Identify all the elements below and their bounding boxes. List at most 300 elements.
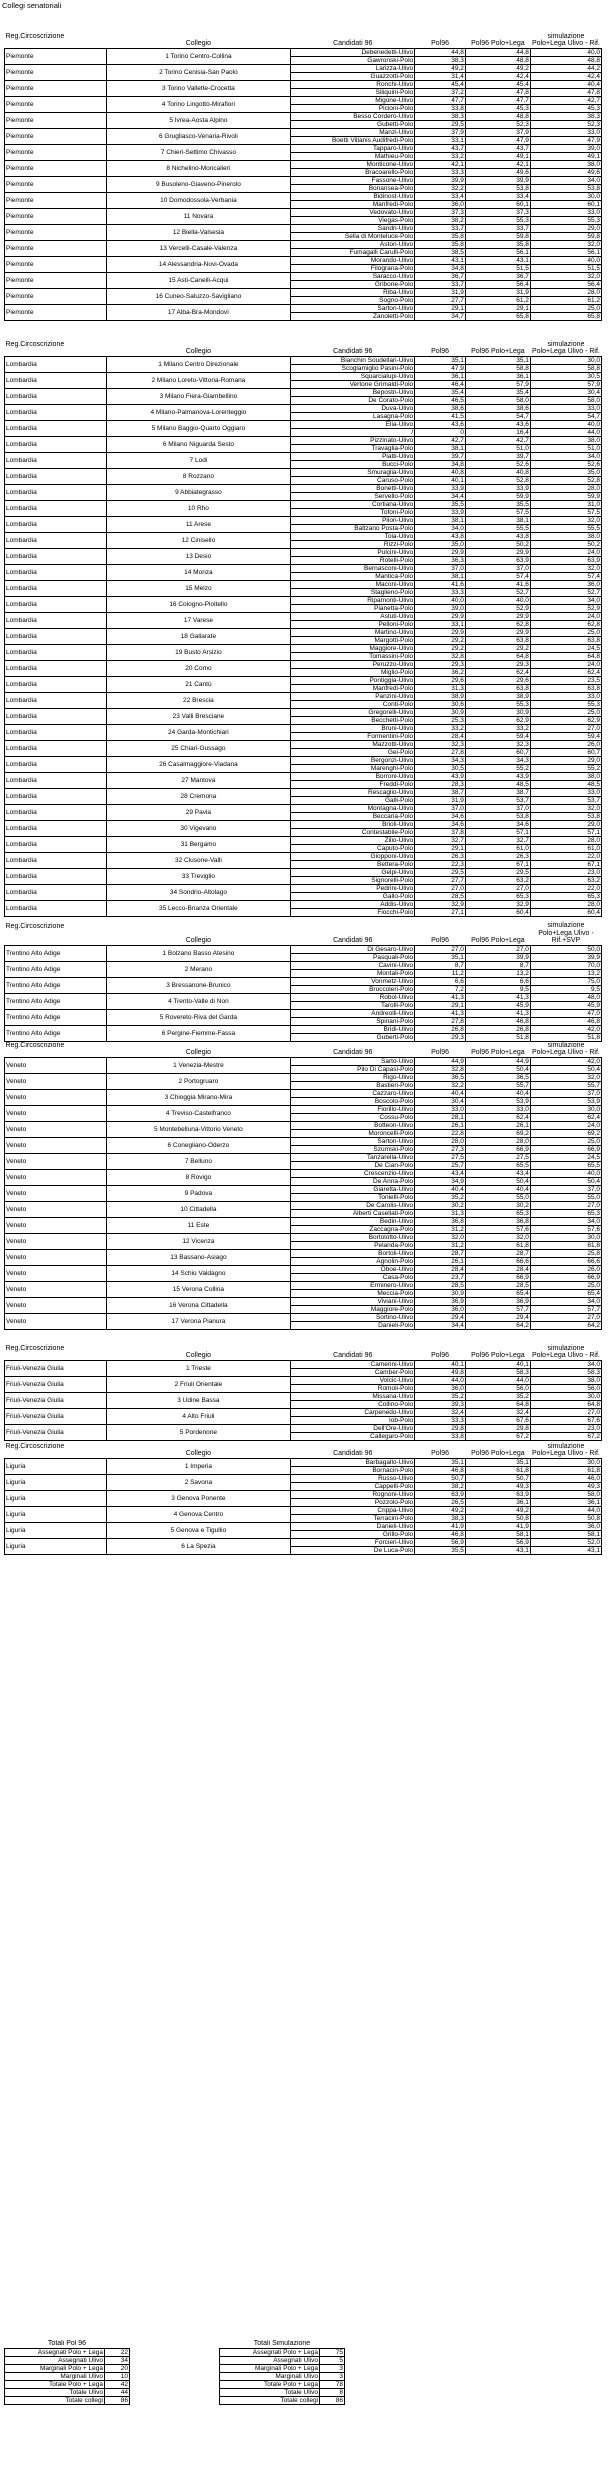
region-section-friuli: [4, 1338, 602, 1441]
value-cell: 24,5: [530, 644, 601, 652]
collegio-cell: 15 Melzo: [106, 580, 291, 596]
value-cell: 31,9: [415, 796, 466, 804]
value-cell: 66,9: [465, 1145, 530, 1153]
candidate-cell: Mathieu-Polo: [291, 152, 415, 160]
table-row: [5, 977, 602, 985]
region-cell: Trentino Alto Adige: [5, 1025, 107, 1041]
candidate-cell: Cortiana-Ulivo: [291, 500, 415, 508]
value-cell: 33,9: [415, 484, 466, 492]
candidate-cell: Filograna-Polo: [291, 264, 415, 272]
region-cell: Piemonte: [5, 48, 107, 64]
value-cell: 0: [415, 428, 466, 436]
value-cell: 50,7: [465, 1474, 530, 1482]
column-header: Candidati 96: [333, 40, 373, 47]
region-cell: Veneto: [5, 1313, 107, 1329]
value-cell: 28,0: [465, 1137, 530, 1145]
collegio-cell: 3 Udine Bassa: [106, 1392, 291, 1408]
value-cell: 50,4: [530, 1065, 601, 1073]
region-cell: Lombardia: [5, 500, 107, 516]
candidate-cell: Pontiggia-Ulivo: [291, 676, 415, 684]
value-cell: 56,4: [530, 280, 601, 288]
value-cell: 53,8: [530, 184, 601, 192]
candidate-cell: Szumski-Polo: [291, 1145, 415, 1153]
candidate-cell: Pizzinato-Ulivo: [291, 436, 415, 444]
value-cell: 65,4: [465, 1289, 530, 1297]
value-cell: 38,3: [530, 112, 601, 120]
collegio-cell: 14 Alessandria-Novi-Ovada: [106, 256, 291, 272]
collegio-cell: 11 Novara: [106, 208, 291, 224]
totals-row: [5, 2364, 345, 2372]
candidate-cell: Camerini-Ulivo: [291, 1360, 415, 1368]
collegio-cell: 23 Valli Bresciane: [106, 708, 291, 724]
column-header: Reg.Circoscrizione: [5, 1042, 65, 1049]
collegio-cell: 26 Casalmaggiore-Viadana: [106, 756, 291, 772]
value-cell: 33,7: [415, 224, 466, 232]
candidate-cell: Elia-Ulivo: [291, 420, 415, 428]
table-row: [5, 724, 602, 732]
value-cell: 34,0: [415, 524, 466, 532]
totals-value: 20: [105, 2364, 130, 2372]
value-cell: 33,1: [415, 136, 466, 144]
value-cell: 44,0: [530, 428, 601, 436]
value-cell: 45,4: [415, 80, 466, 88]
spacer: [130, 2388, 220, 2396]
value-cell: 49,2: [415, 64, 466, 72]
table-row: [5, 1249, 602, 1257]
column-header: simulazione Polo+Lega Ulivo - Rif.: [531, 1442, 600, 1457]
region-cell: Veneto: [5, 1297, 107, 1313]
table-row: [5, 961, 602, 969]
candidate-cell: Lasagna-Polo: [291, 412, 415, 420]
value-cell: 40,1: [415, 476, 466, 484]
value-cell: 66,6: [465, 1257, 530, 1265]
region-cell: Veneto: [5, 1217, 107, 1233]
value-cell: 8,7: [415, 961, 466, 969]
value-cell: 52,7: [530, 588, 601, 596]
value-cell: 42,0: [530, 1025, 601, 1033]
collegio-cell: 6 Pergine-Fiemme-Fassa: [106, 1025, 291, 1041]
collegio-cell: 15 Asti-Canelli-Acqui: [106, 272, 291, 288]
table-row: [5, 788, 602, 796]
candidate-cell: Rotelli-Polo: [291, 556, 415, 564]
totals-label: Marginali Ulivo: [5, 2372, 105, 2380]
candidate-cell: Bonansea-Polo: [291, 184, 415, 192]
candidate-cell: Romoli-Polo: [291, 1384, 415, 1392]
value-cell: 16,4: [465, 428, 530, 436]
candidate-cell: Giaretta-Ulivo: [291, 1185, 415, 1193]
collegio-cell: 1 Trieste: [106, 1360, 291, 1376]
value-cell: 44,9: [465, 1057, 530, 1065]
totals-right-header: Totali Simulazione: [253, 2340, 311, 2347]
value-cell: 67,1: [465, 860, 530, 868]
collegio-cell: 2 Portogruaro: [106, 1073, 291, 1089]
candidate-cell: Mazzotti-Ulivo: [291, 740, 415, 748]
candidate-cell: Spinani-Polo: [291, 1017, 415, 1025]
column-header: Collegio: [185, 40, 212, 47]
value-cell: 48,5: [530, 780, 601, 788]
value-cell: 33,3: [415, 168, 466, 176]
value-cell: 43,1: [465, 1546, 530, 1554]
region-cell: Piemonte: [5, 80, 107, 96]
value-cell: 30,0: [530, 356, 601, 364]
value-cell: 25,0: [530, 1281, 601, 1289]
column-header: Candidati 96: [333, 1450, 373, 1457]
value-cell: 37,0: [530, 1185, 601, 1193]
value-cell: 62,9: [530, 716, 601, 724]
value-cell: 28,4: [415, 1265, 466, 1273]
value-cell: 42,4: [465, 72, 530, 80]
value-cell: 23,0: [530, 1424, 601, 1432]
collegio-cell: 15 Verona Collina: [106, 1281, 291, 1297]
value-cell: 60,1: [530, 200, 601, 208]
value-cell: 49,2: [415, 1506, 466, 1514]
value-cell: 65,3: [530, 892, 601, 900]
value-cell: 52,3: [530, 120, 601, 128]
candidate-cell: Dell'Ore-Ulivo: [291, 1424, 415, 1432]
collegi-table: [4, 909, 602, 1042]
collegio-cell: 5 Genova e Tigullio: [106, 1522, 291, 1538]
collegio-cell: 17 Varese: [106, 612, 291, 628]
value-cell: 23,7: [415, 1273, 466, 1281]
region-cell: Trentino Alto Adige: [5, 977, 107, 993]
candidate-cell: Viegas-Polo: [291, 216, 415, 224]
table-row: [5, 240, 602, 248]
candidate-cell: Sella di Monteluce-Polo: [291, 232, 415, 240]
candidate-cell: Moroncelli-Polo: [291, 1129, 415, 1137]
value-cell: 40,8: [415, 468, 466, 476]
value-cell: 42,1: [465, 160, 530, 168]
value-cell: 39,9: [530, 953, 601, 961]
region-cell: Lombardia: [5, 532, 107, 548]
region-cell: Friuli-Venezia Giulia: [5, 1424, 107, 1440]
value-cell: 30,5: [415, 764, 466, 772]
value-cell: 29,9: [465, 548, 530, 556]
value-cell: 62,4: [465, 1113, 530, 1121]
value-cell: 55,7: [530, 1081, 601, 1089]
candidate-cell: Rigo-Ulivo: [291, 1073, 415, 1081]
region-cell: Piemonte: [5, 144, 107, 160]
value-cell: 31,3: [415, 684, 466, 692]
value-cell: 38,0: [530, 772, 601, 780]
value-cell: 48,0: [530, 993, 601, 1001]
table-row: [5, 404, 602, 412]
value-cell: 33,2: [465, 724, 530, 732]
candidate-cell: Callegaro-Polo: [291, 1432, 415, 1440]
value-cell: 29,8: [465, 1424, 530, 1432]
value-cell: 41,9: [465, 1522, 530, 1530]
value-cell: 52,8: [530, 476, 601, 484]
collegio-cell: 32 Clusone-Valli: [106, 852, 291, 868]
value-cell: 36,0: [415, 200, 466, 208]
region-cell: Lombardia: [5, 372, 107, 388]
candidate-cell: Fiorillo-Ulivo: [291, 1105, 415, 1113]
value-cell: 36,7: [465, 272, 530, 280]
candidate-cell: Larizza-Ulivo: [291, 64, 415, 72]
value-cell: 29,1: [415, 1001, 466, 1009]
candidate-cell: Montali-Polo: [291, 969, 415, 977]
collegio-cell: 10 Cittadella: [106, 1201, 291, 1217]
value-cell: 47,9: [415, 364, 466, 372]
value-cell: 30,0: [530, 1233, 601, 1241]
value-cell: 32,0: [530, 804, 601, 812]
value-cell: 53,8: [465, 812, 530, 820]
value-cell: 9,5: [465, 985, 530, 993]
spacer: [130, 2372, 220, 2380]
value-cell: 51,0: [530, 444, 601, 452]
collegio-cell: 12 Cinisello: [106, 532, 291, 548]
candidate-cell: Beccaria-Polo: [291, 812, 415, 820]
region-cell: Piemonte: [5, 192, 107, 208]
value-cell: 61,8: [465, 1241, 530, 1249]
value-cell: 36,9: [415, 1297, 466, 1305]
value-cell: 22,8: [415, 1129, 466, 1137]
table-row: [5, 740, 602, 748]
collegio-cell: 12 Biella-Valsesia: [106, 224, 291, 240]
value-cell: 33,0: [530, 404, 601, 412]
candidate-cell: Zaccagna-Polo: [291, 1225, 415, 1233]
candidate-cell: Maconi-Ulivo: [291, 580, 415, 588]
collegio-cell: 7 Lodi: [106, 452, 291, 468]
region-section-veneto: [4, 1035, 602, 1330]
value-cell: 40,4: [465, 1089, 530, 1097]
value-cell: 43,7: [465, 144, 530, 152]
region-cell: Piemonte: [5, 64, 107, 80]
table-row: [5, 1360, 602, 1368]
value-cell: 54,7: [530, 412, 601, 420]
candidate-cell: Cazzaro-Ulivo: [291, 1089, 415, 1097]
value-cell: 65,8: [530, 312, 601, 320]
region-cell: Piemonte: [5, 272, 107, 288]
candidate-cell: Montagna-Ulivo: [291, 804, 415, 812]
region-cell: Lombardia: [5, 596, 107, 612]
value-cell: 46,8: [530, 1017, 601, 1025]
collegio-cell: 29 Pavia: [106, 804, 291, 820]
table-row: [5, 500, 602, 508]
value-cell: 30,4: [530, 388, 601, 396]
table-row: [5, 596, 602, 604]
value-cell: 64,8: [465, 652, 530, 660]
value-cell: 33,0: [530, 692, 601, 700]
value-cell: 32,0: [530, 564, 601, 572]
candidate-cell: Bergonzi-Ulivo: [291, 756, 415, 764]
candidate-cell: Ronchi-Ulivo: [291, 80, 415, 88]
value-cell: 63,9: [465, 1490, 530, 1498]
value-cell: 34,0: [530, 1360, 601, 1368]
region-cell: Piemonte: [5, 112, 107, 128]
value-cell: 42,7: [415, 436, 466, 444]
collegio-cell: 8 Rovigo: [106, 1169, 291, 1185]
value-cell: 56,0: [530, 1384, 601, 1392]
value-cell: 55,5: [530, 524, 601, 532]
value-cell: 13,2: [530, 969, 601, 977]
value-cell: 29,5: [465, 868, 530, 876]
value-cell: 52,0: [530, 1538, 601, 1546]
candidate-cell: Guazzotti-Polo: [291, 72, 415, 80]
table-row: [5, 1522, 602, 1530]
value-cell: 36,2: [415, 668, 466, 676]
value-cell: 39,9: [415, 176, 466, 184]
value-cell: 43,7: [415, 144, 466, 152]
value-cell: 29,1: [415, 304, 466, 312]
value-cell: 11,2: [415, 969, 466, 977]
value-cell: 38,0: [530, 532, 601, 540]
value-cell: 65,3: [465, 1209, 530, 1217]
value-cell: 27,0: [465, 884, 530, 892]
value-cell: 38,1: [415, 572, 466, 580]
table-row: [5, 224, 602, 232]
region-cell: Liguria: [5, 1474, 107, 1490]
table-row: [5, 1376, 602, 1384]
candidate-cell: Gawronski-Polo: [291, 56, 415, 64]
table-row: [5, 1265, 602, 1273]
value-cell: 27,8: [415, 1017, 466, 1025]
value-cell: 65,5: [465, 1161, 530, 1169]
value-cell: 28,0: [530, 484, 601, 492]
candidate-cell: Baltzano Posta-Polo: [291, 524, 415, 532]
value-cell: 45,9: [530, 1001, 601, 1009]
value-cell: 43,1: [465, 256, 530, 264]
table-row: [5, 532, 602, 540]
candidate-cell: De Carolis-Ulivo: [291, 1201, 415, 1209]
totals-value: 78: [320, 2380, 345, 2388]
value-cell: 27,7: [415, 876, 466, 884]
candidate-cell: Astori-Ulivo: [291, 240, 415, 248]
candidate-cell: Gregorelli-Ulivo: [291, 708, 415, 716]
collegio-cell: 16 Cuneo-Saluzzo-Savigliano: [106, 288, 291, 304]
candidate-cell: Alberti Casellati-Polo: [291, 1209, 415, 1217]
value-cell: 66,6: [530, 1257, 601, 1265]
column-header: Pol96: [431, 1352, 449, 1359]
value-cell: 37,2: [415, 88, 466, 96]
collegio-cell: 9 Abbiategrasso: [106, 484, 291, 500]
spacer: [130, 2356, 220, 2364]
value-cell: 35,2: [415, 1193, 466, 1201]
value-cell: 38,1: [415, 516, 466, 524]
collegio-cell: 2 Merano: [106, 961, 291, 977]
region-cell: Lombardia: [5, 740, 107, 756]
value-cell: 38,1: [415, 444, 466, 452]
value-cell: 39,7: [415, 452, 466, 460]
candidate-cell: Barbagallo-Ulivo: [291, 1458, 415, 1466]
value-cell: 32,0: [530, 240, 601, 248]
table-row: [5, 304, 602, 312]
value-cell: 25,7: [415, 1161, 466, 1169]
value-cell: 33,2: [415, 152, 466, 160]
candidate-cell: Guberti-Polo: [291, 1033, 415, 1041]
value-cell: 58,0: [530, 1490, 601, 1498]
collegio-cell: 13 Desio: [106, 548, 291, 564]
candidate-cell: De Corato-Polo: [291, 396, 415, 404]
value-cell: 58,1: [530, 1530, 601, 1538]
region-cell: Friuli-Venezia Giulia: [5, 1360, 107, 1376]
candidate-cell: Pilori-Ulivo: [291, 516, 415, 524]
value-cell: 31,3: [415, 1209, 466, 1217]
collegio-cell: 3 Torino Vallette-Crocetta: [106, 80, 291, 96]
candidate-cell: Martino-Ulivo: [291, 628, 415, 636]
value-cell: 67,1: [530, 860, 601, 868]
candidate-cell: Di Gesaro-Ulivo: [291, 945, 415, 953]
value-cell: 55,7: [465, 1081, 530, 1089]
value-cell: 29,5: [415, 120, 466, 128]
value-cell: 39,0: [415, 604, 466, 612]
value-cell: 50,2: [465, 540, 530, 548]
value-cell: 40,4: [530, 80, 601, 88]
totals-label: Totale Polo + Lega: [220, 2380, 320, 2388]
value-cell: 59,4: [465, 732, 530, 740]
collegio-cell: 34 Sondrio-Altolago: [106, 884, 291, 900]
region-cell: Lombardia: [5, 692, 107, 708]
value-cell: 35,5: [415, 500, 466, 508]
table-row: [5, 208, 602, 216]
totals-value: 42: [105, 2380, 130, 2388]
totals-label: Totale Ulivo: [220, 2388, 320, 2396]
value-cell: 53,9: [465, 1097, 530, 1105]
value-cell: 57,6: [530, 1225, 601, 1233]
value-cell: 41,6: [415, 580, 466, 588]
value-cell: 45,3: [530, 104, 601, 112]
candidate-cell: Pelanda-Polo: [291, 1241, 415, 1249]
value-cell: 33,4: [465, 192, 530, 200]
value-cell: 34,6: [415, 820, 466, 828]
candidate-cell: Iob-Polo: [291, 1416, 415, 1424]
region-cell: Piemonte: [5, 224, 107, 240]
value-cell: 27,0: [530, 1201, 601, 1209]
column-header: Pol96 Polo+Lega: [471, 1352, 525, 1359]
value-cell: 29,2: [465, 644, 530, 652]
table-row: [5, 1297, 602, 1305]
totals-label: Marginali Ulivo: [220, 2372, 320, 2380]
region-cell: Lombardia: [5, 900, 107, 916]
candidate-cell: Meccia-Polo: [291, 1289, 415, 1297]
value-cell: 51,5: [465, 264, 530, 272]
value-cell: 34,0: [530, 596, 601, 604]
candidate-cell: Bianchin Soudellari-Ulivo: [291, 356, 415, 364]
value-cell: 24,0: [530, 612, 601, 620]
region-cell: Lombardia: [5, 756, 107, 772]
value-cell: 48,8: [530, 56, 601, 64]
value-cell: 64,8: [530, 1400, 601, 1408]
value-cell: 26,8: [465, 1025, 530, 1033]
value-cell: 50,4: [465, 1065, 530, 1073]
collegio-cell: 4 Trento-Valle di Non: [106, 993, 291, 1009]
value-cell: 29,0: [530, 820, 601, 828]
value-cell: 39,9: [465, 953, 530, 961]
value-cell: 44,0: [415, 1376, 466, 1384]
header-row: [5, 26, 602, 48]
region-cell: Veneto: [5, 1137, 107, 1153]
value-cell: 29,3: [415, 1033, 466, 1041]
value-cell: 29,9: [415, 628, 466, 636]
value-cell: 31,4: [415, 72, 466, 80]
value-cell: 33,9: [415, 508, 466, 516]
region-cell: Veneto: [5, 1153, 107, 1169]
value-cell: 65,3: [530, 1209, 601, 1217]
value-cell: 27,5: [415, 1153, 466, 1161]
region-cell: Veneto: [5, 1265, 107, 1281]
value-cell: 36,1: [465, 1498, 530, 1506]
value-cell: 38,7: [465, 788, 530, 796]
candidate-cell: Becchetti-Polo: [291, 716, 415, 724]
value-cell: 57,1: [530, 828, 601, 836]
value-cell: 57,1: [465, 828, 530, 836]
totals-left-header: Totali Pol 96: [47, 2340, 87, 2347]
candidate-cell: Squarcialupi-Ulivo: [291, 372, 415, 380]
value-cell: 30,9: [415, 1289, 466, 1297]
candidate-cell: Pasquali-Polo: [291, 953, 415, 961]
table-row: [5, 64, 602, 72]
collegi-table: [4, 1436, 602, 1555]
value-cell: 42,7: [465, 436, 530, 444]
